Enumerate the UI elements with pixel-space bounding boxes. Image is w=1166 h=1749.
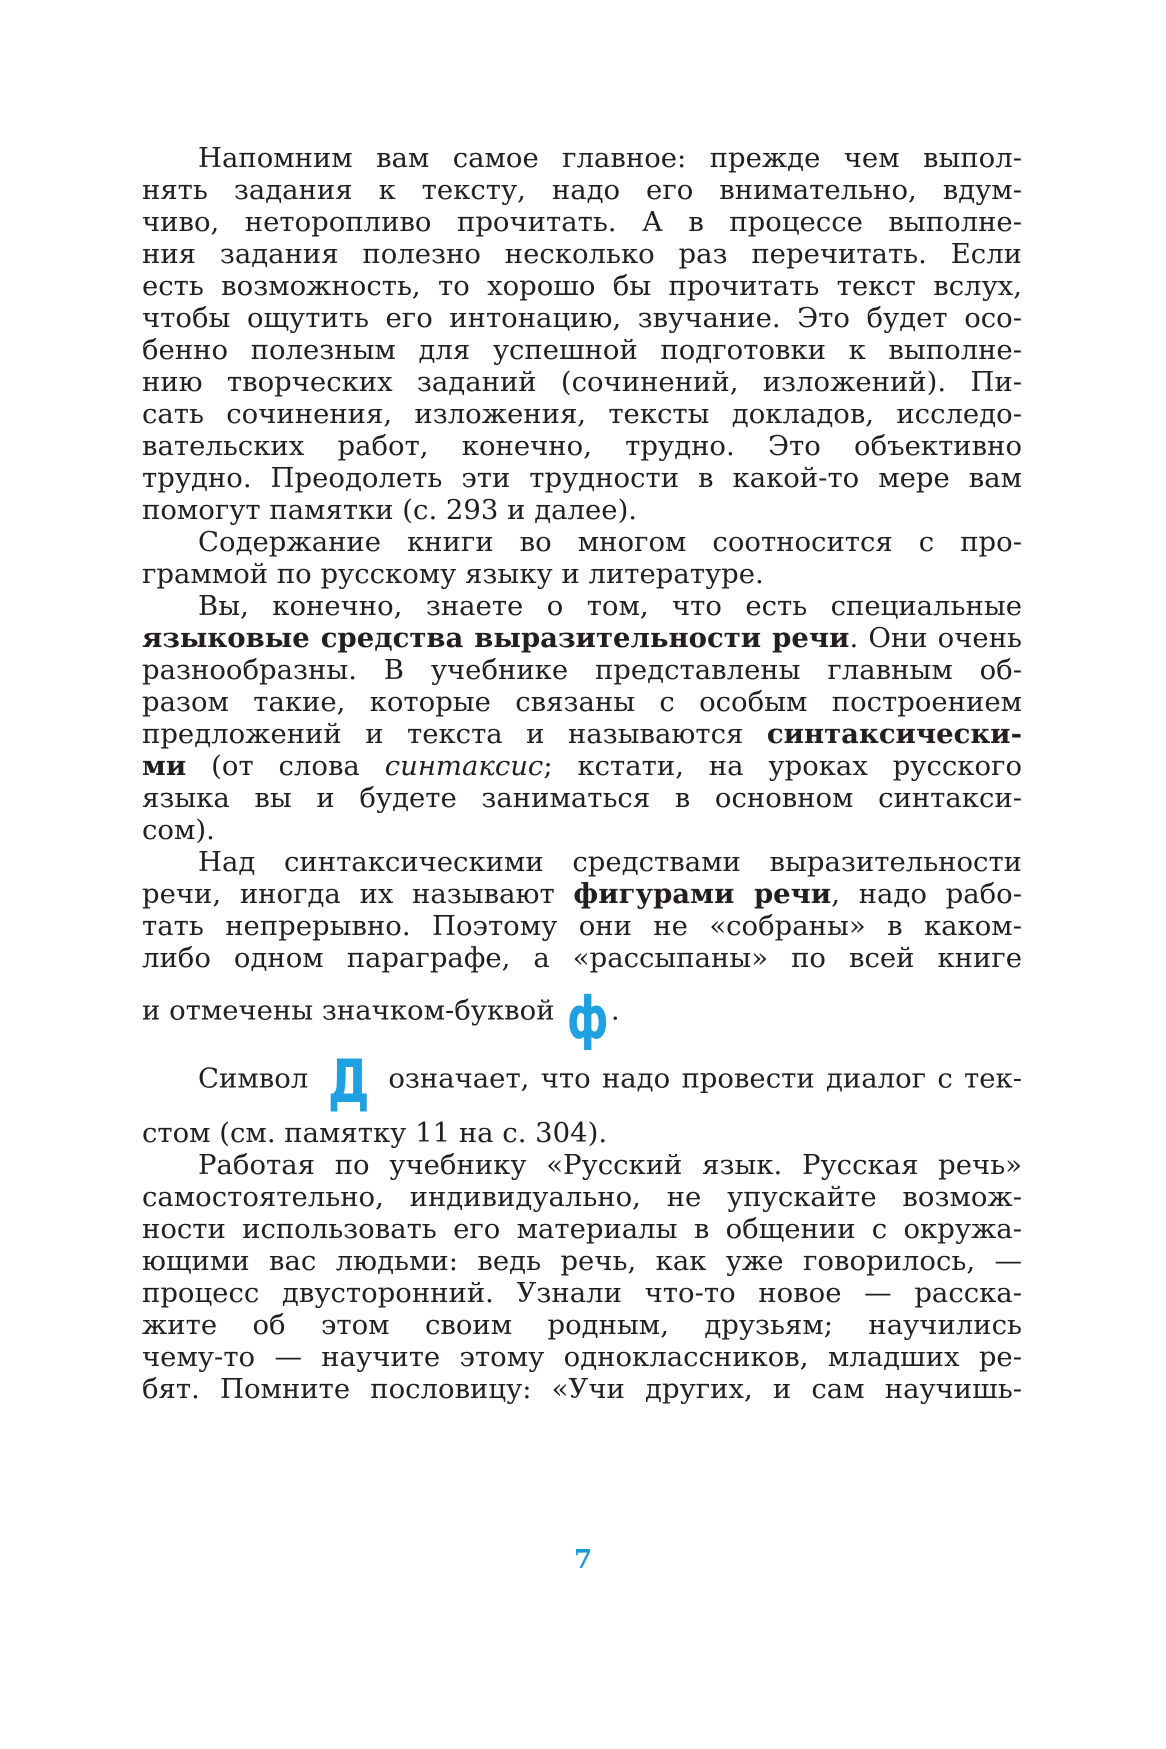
dialog-symbol-icon: Д (327, 1047, 370, 1117)
text-line: языка вы и будете заниматься в основном синтакси- (142, 782, 1022, 814)
text-line: Символ Д означает, что надо провести диалог с тек- (198, 1047, 1023, 1117)
text-line: процесс двусторонний. Узнали что-то новое — расска- (142, 1277, 1022, 1309)
text-line: предложений и текста и называются синтаксически- (142, 718, 1022, 750)
text-line: самостоятельно, индивидуально, не упускайте возмож- (142, 1181, 1022, 1213)
text-line: и отмечены значком-буквой ф. (142, 984, 620, 1052)
bold-term: фигурами речи (573, 878, 832, 910)
text-line: ния задания полезно несколько раз перечитать. Если (142, 238, 1022, 270)
text-line: Содержание книги во многом соотносится с про- (198, 526, 1022, 558)
text-line: языковые средства выразительности речи. Они очень (142, 622, 1022, 654)
italic-term: синтаксис (384, 750, 544, 782)
text-line: чему-то — научите этому одноклассников, младших ре- (142, 1341, 1022, 1373)
text-line: чтобы ощутить его интонацию, звучание. Это будет осо- (142, 302, 1022, 334)
text-line: тать непрерывно. Поэтому они не «собраны» в каком- (142, 910, 1022, 942)
text-line: разом такие, которые связаны с особым построением (142, 686, 1022, 718)
text-line: сать сочинения, изложения, тексты докладов, исследо- (142, 398, 1022, 430)
bold-term: языковые средства выразительности речи (142, 622, 850, 654)
text-line: чиво, неторопливо прочитать. А в процессе выполне- (142, 206, 1022, 238)
text-line: нять задания к тексту, надо его внимательно, вдум- (142, 174, 1022, 206)
text-line: ности использовать его материалы в общении с окружа- (142, 1213, 1022, 1245)
bold-term: ми (142, 750, 187, 782)
text-line: жите об этом своим родным, друзьям; научились (142, 1309, 1022, 1341)
text-line: трудно. Преодолеть эти трудности в какой-то мере вам (142, 462, 1022, 494)
text-line: Вы, конечно, знаете о том, что есть специальные (198, 590, 1022, 622)
text-line: либо одном параграфе, а «рассыпаны» по всей книге (142, 942, 1022, 974)
figure-symbol-icon: ф (567, 984, 609, 1052)
bold-term: синтаксически- (766, 718, 1022, 750)
text-line: речи, иногда их называют фигурами речи, надо рабо- (142, 878, 1023, 910)
text-line: сом). (142, 814, 215, 846)
text-line: есть возможность, то хорошо бы прочитать текст вслух, (142, 270, 1022, 302)
text-line: бенно полезным для успешной подготовки к выполне- (142, 334, 1022, 366)
text-line: нию творческих заданий (сочинений, изложений). Пи- (142, 366, 1022, 398)
text-line: помогут памятки (с. 293 и далее). (142, 494, 638, 526)
text-line: разнообразны. В учебнике представлены главным об- (142, 654, 1022, 686)
text-line: стом (см. памятку 11 на с. 304). (142, 1117, 608, 1149)
text-line: ющими вас людьми: ведь речь, как уже говорилось, — (142, 1245, 1022, 1277)
text-line: бят. Помните пословицу: «Учи других, и сам научишь- (142, 1373, 1022, 1405)
text-line: Работая по учебнику «Русский язык. Русская речь» (198, 1149, 1022, 1181)
text-line: Напомним вам самое главное: прежде чем выпол- (198, 142, 1022, 174)
text-line: граммой по русскому языку и литературе. (142, 558, 764, 590)
text-line: вательских работ, конечно, трудно. Это объективно (142, 430, 1022, 462)
page-number: 7 (573, 1545, 593, 1575)
text-line: Над синтаксическими средствами выразительности (198, 846, 1022, 878)
text-line: ми (от слова синтаксис; кстати, на уроках русского (142, 750, 1022, 782)
